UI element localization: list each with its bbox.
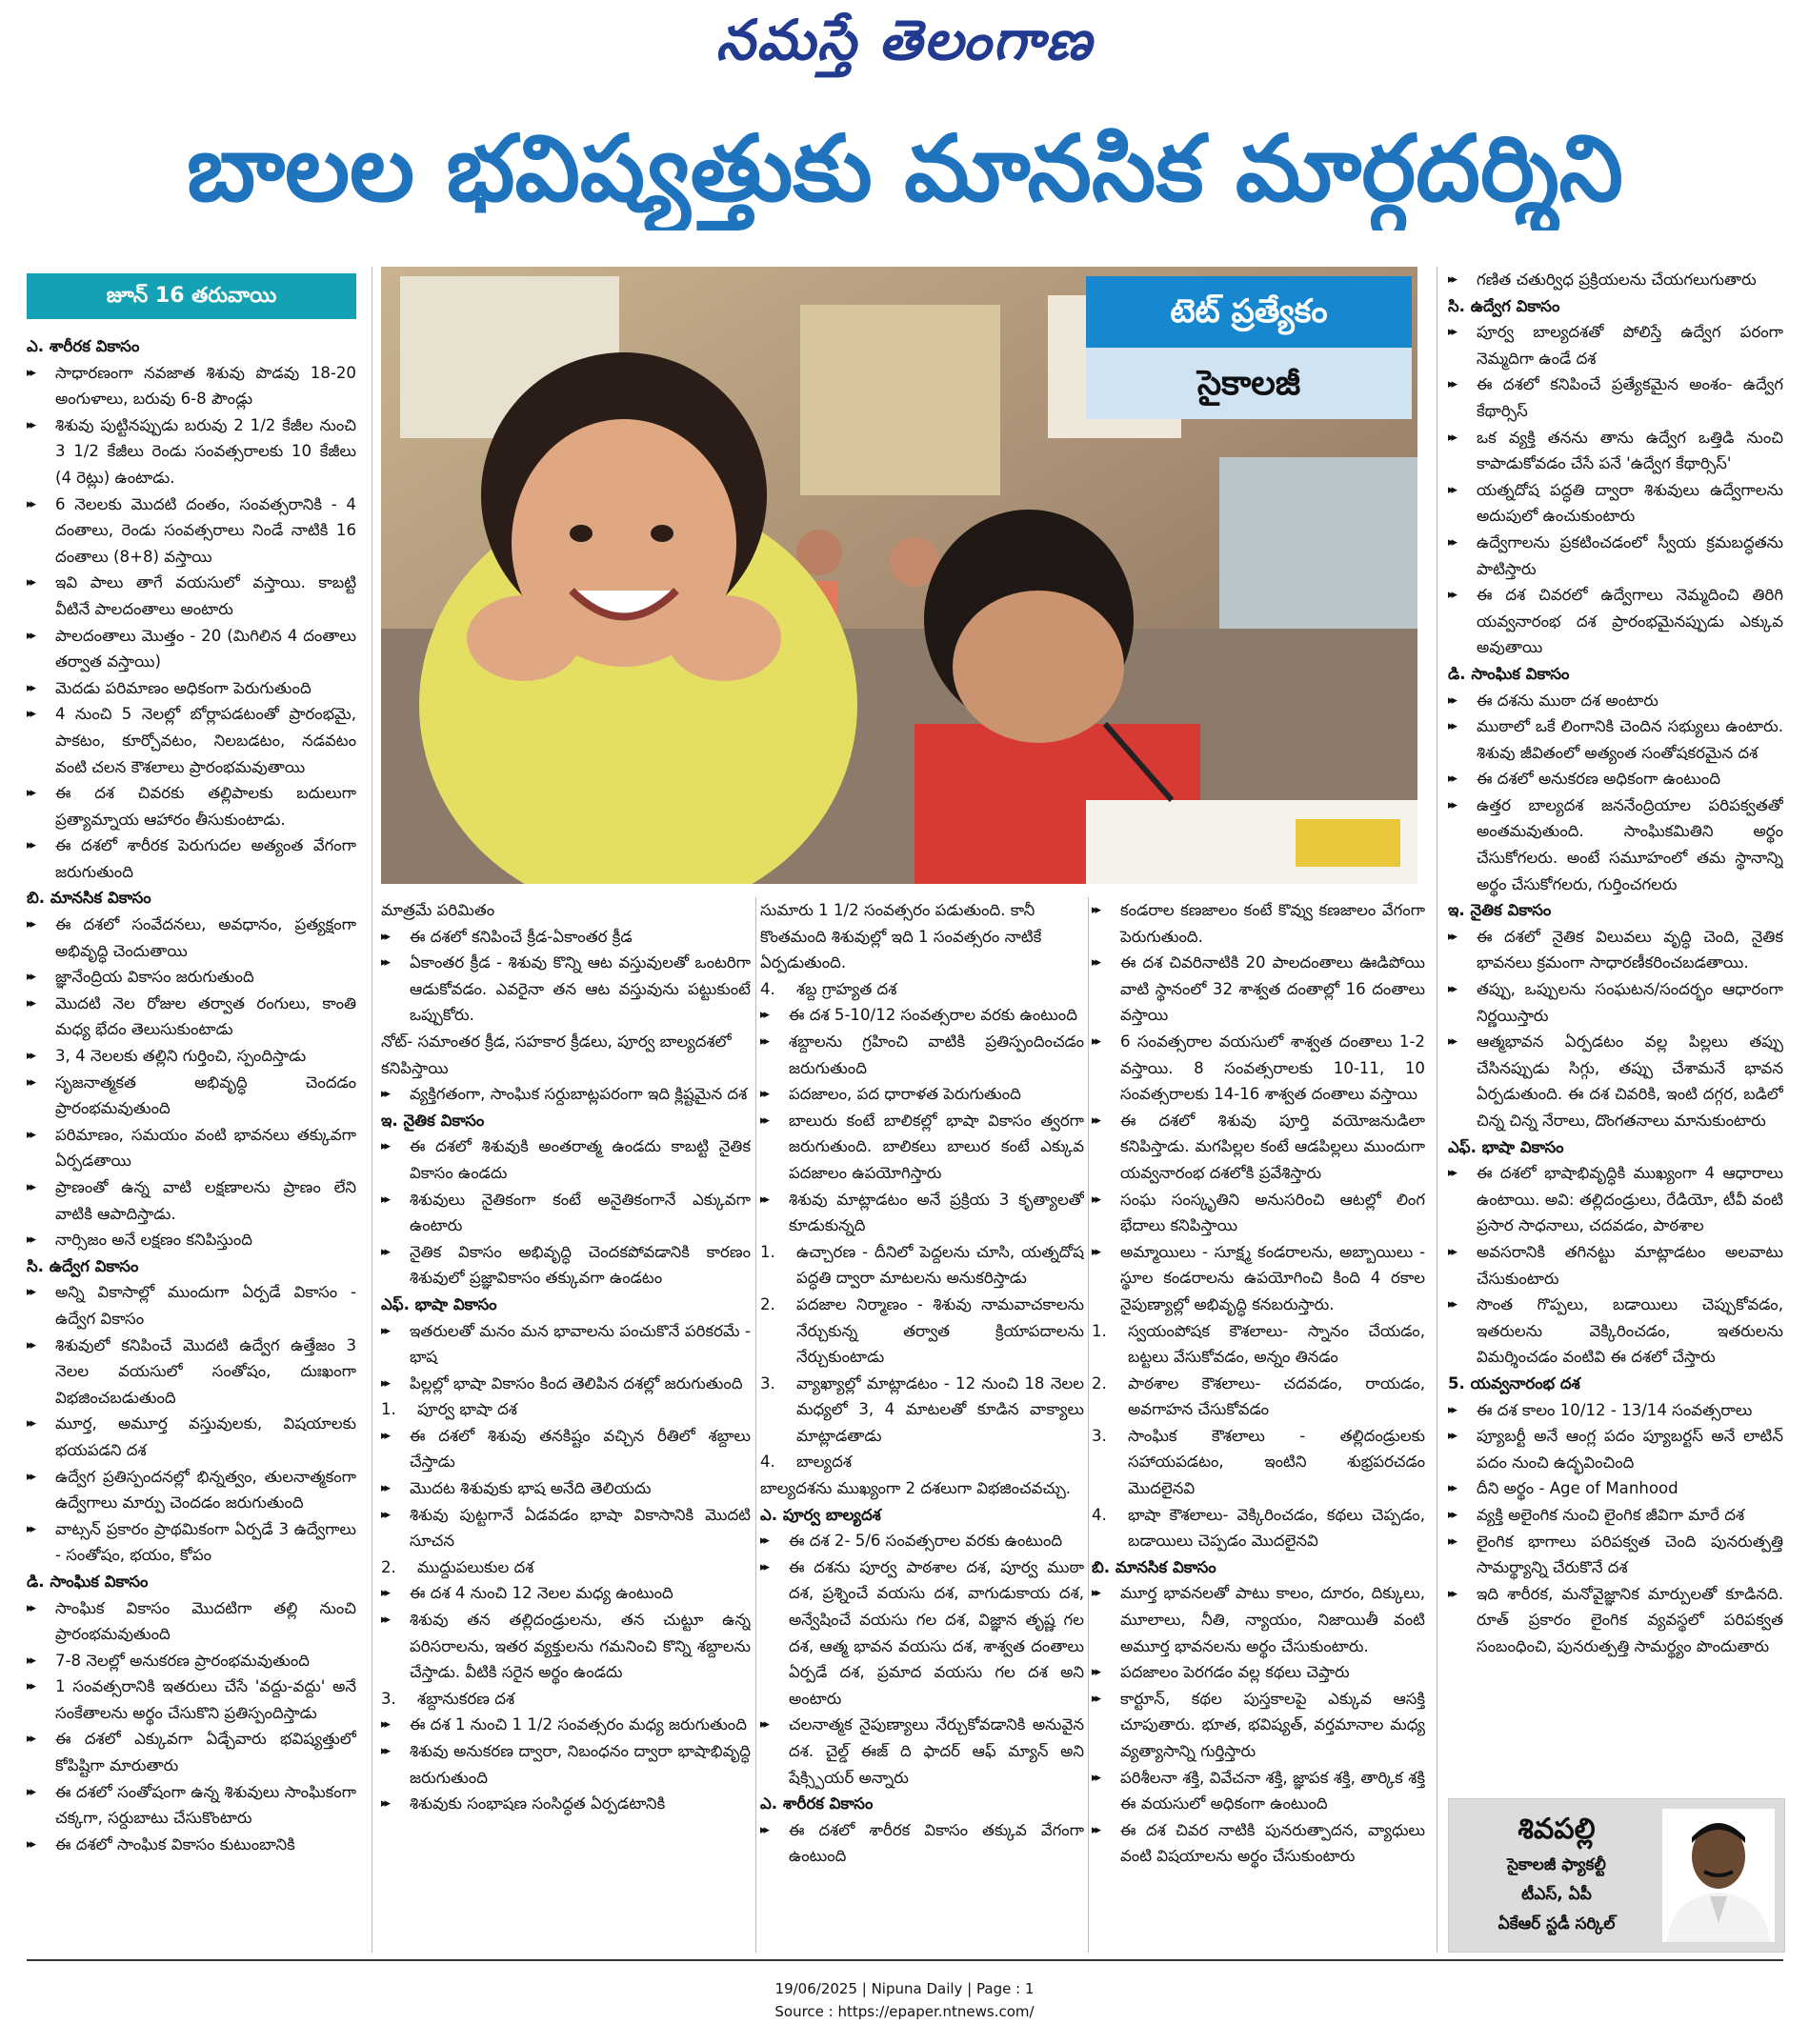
bullet-item: ▸▸ పదజాలం పెరగడం వల్ల కథలు చెప్తారు (1092, 1659, 1425, 1686)
bullet-item: ▸▸ బాలురు కంటే బాలికల్లో భాషా వికాసం త్వరగా జరుగుతుంది. బాలికలు బాలుర కంటే ఎక్కువ పదజాలం ఉపయోగిస్తారు (760, 1108, 1084, 1187)
item-text: ఉచ్చారణ - దీనిలో పెద్దలను చూసి, యత్నదోష పద్ధతి ద్వారా మాటలను అనుకరిస్తాడు (796, 1242, 1084, 1288)
numbered-item (1092, 1318, 1425, 1371)
headline: బాలల భవిష్యత్తుకు మానసిక మార్గదర్శిని (187, 115, 1623, 222)
bullet-item: ▸▸ దీని అర్థం - Age of Manhood (1448, 1475, 1783, 1502)
paragraph: బాల్యదశను ముఖ్యంగా 2 దశలుగా విభజించవచ్చు. (760, 1479, 1072, 1498)
bullet-item: ▸▸ శిశువులో కనిపించే మొదటి ఉద్వేగ ఉత్తేజం 3 నెలల వయసులో సంతోషం, దుఃఖంగా విభజించబడుతుంది (27, 1333, 356, 1412)
paragraph: సుమారు 1 1/2 సంవత్సరం పడుతుంది. కానీ కొంతమంది శిశువుల్లో ఇది 1 సంవత్సరం నాటికే ఏర్పడుతుంది. (760, 901, 1042, 972)
bullet-item: ▸▸ ఏకాంతర క్రీడ - శిశువు కొన్ని ఆట వస్తువులతో ఒంటరిగా ఆడుకోవడం. ఎవరైనా తన ఆట వస్తువును పట్టుకుంటే ఒప్పుకోరు. (381, 950, 751, 1029)
bullet-item: ▸▸ ఈ దశ చివరకు తల్లిపాలకు బదులుగా ప్రత్యామ్నాయ ఆహారం తీసుకుంటాడు. (27, 780, 356, 832)
item-text: సాంఘిక కౌశలాలు - తల్లిదండ్రులకు సహాయపడటం, ఇంటిని శుభ్రపరచడం మొదలైనవి (1128, 1426, 1425, 1498)
item-number: 3. (381, 1689, 396, 1708)
item-text: పదజాల నిర్మాణం - శిశువు నామవాచకాలను నేర్చుకున్న తర్వాత క్రియాపదాలను నేర్చుకుంటాడు (796, 1294, 1084, 1367)
bullet-item: ▸▸ ఈ దశలో సాంఘిక వికాసం కుటుంబానికి (27, 1832, 356, 1858)
bullet-item: ▸▸ ఈ దశలో అనుకరణ అధికంగా ఉంటుంది (1448, 766, 1783, 792)
bullet-item: ▸▸ ఈ దశ 4 నుంచి 12 నెలల మధ్య ఉంటుంది (381, 1580, 751, 1607)
masthead-logo: నమస్తే తెలంగాణ (715, 8, 1094, 72)
bullet-item: ▸▸ మొదట శిశువుకు భాష అనేది తెలియదు (381, 1475, 751, 1502)
item-number: 2. (381, 1557, 396, 1576)
bullet-item: ▸▸ ఈ దశ కాలం 10/12 - 13/14 సంవత్సరాలు (1448, 1397, 1783, 1424)
badge-bottom: సైకాలజీ (1086, 348, 1412, 419)
section-heading: ఇ. నైతిక వికాసం (381, 1111, 485, 1130)
column-4 (1092, 897, 1425, 1954)
bullet-item: ▸▸ పరిశీలనా శక్తి, వివేచనా శక్తి, జ్ఞాపక శక్తి, తార్కిక శక్తి ఈ వయసులో అధికంగా ఉంటుంది (1092, 1765, 1425, 1817)
bullet-item: ▸▸ పిల్లల్లో భాషా వికాసం కింద తెలిపిన దశల్లో జరుగుతుంది (381, 1371, 751, 1397)
numbered-item (760, 1292, 1084, 1371)
bullet-item: ▸▸ 4 నుంచి 5 నెలల్లో బోర్లాపడటంతో ప్రారంభమై, పాకటం, కూర్చోవటం, నిలబడటం, నడవటం వంటి చలన కౌశలాలు ప్రారంభమవుతాయి (27, 701, 356, 780)
bullet-item: ▸▸ ఈ దశలో భాషాభివృద్ధికి ముఖ్యంగా 4 ఆధారాలు ఉంటాయి. అవి: తల్లిదండ్రులు, రేడియో, టీవీ వంటి ప్రసార సాధనాలు, చదవడం, పాఠశాల (1448, 1160, 1783, 1239)
bullet-item: ▸▸ వ్యక్తిగతంగా, సాంఘిక సర్దుబాట్లపరంగా ఇది క్లిష్టమైన దశ (381, 1081, 751, 1108)
item-number: 4. (760, 979, 775, 998)
bullet-item: ▸▸ మూర్త, అమూర్త వస్తువులకు, విషయాలకు భయపడని దశ (27, 1411, 356, 1463)
bullet-item: ▸▸ సాధారణంగా నవజాత శిశువు పొడవు 18-20 అంగుళాలు, బరువు 6-8 పౌండ్లు (27, 360, 356, 412)
bullet-item: ▸▸ కండరాల కణజాలం కంటే కొవ్వు కణజాలం వేగంగా పెరుగుతుంది. (1092, 897, 1425, 950)
bullet-item: ▸▸ శిశువుకు సంభాషణ సంసిద్ధత ఏర్పడటానికి (381, 1791, 751, 1817)
author-box (1448, 1798, 1785, 1953)
bullet-item: ▸▸ ఈ దశను పూర్వ పాఠశాల దశ, పూర్వ ముఠా దశ, ప్రశ్నించే వయసు దశ, వాగుడుకాయ దశ, అన్వేషించే వయసు గల దశ, విజ్ఞాన తృష్ణ గల దశ, ఆత్మ భావన వయసు దశ, శాశ్వత దంతాలు ఏర్పడే దశ, ప్రమాద వయసు గల దశ అని అంటారు (760, 1554, 1084, 1713)
section-heading: సి. ఉద్వేగ వికాసం (1448, 296, 1560, 315)
item-text: పాఠశాల కౌశలాలు- చదవడం, రాయడం, అవగాహన చేసుకోవడం (1128, 1373, 1425, 1419)
column-divider (755, 897, 756, 1953)
item-number: 4. (760, 1453, 775, 1472)
author-org: టీఎస్, ఏపీ (1521, 1885, 1592, 1904)
bullet-item: ▸▸ ఉద్వేగ ప్రతిస్పందనల్లో భిన్నత్వం, తులనాత్మకంగా ఉద్వేగాలు మార్పు చెందడం జరుగుతుంది (27, 1464, 356, 1516)
numbered-item (1092, 1371, 1425, 1423)
section-heading: ఎఫ్. భాషా వికాసం (1448, 1137, 1564, 1156)
bullet-item: ▸▸ ఒక వ్యక్తి తనను తాను ఉద్వేగ ఒత్తిడి నుంచి కాపాడుకోవడం చేసే పనే 'ఉద్వేగ కేథార్సిస్' (1448, 425, 1783, 477)
bullet-item: ▸▸ సంఘ సంస్కృతిని అనుసరించి ఆటల్లో లింగ భేదాలు కనిపిస్తాయి (1092, 1187, 1425, 1239)
bullet-item: ▸▸ ప్యూబర్టీ అనే ఆంగ్ల పదం ప్యూబర్టస్ అనే లాటిన్ పదం నుంచి ఉద్భవించింది (1448, 1423, 1783, 1475)
paragraph: మాత్రమే పరిమితం (381, 901, 495, 919)
bullet-item: ▸▸ పదజాలం, పద ధారాళత పెరుగుతుంది (760, 1081, 1084, 1108)
column-divider (1088, 897, 1089, 1953)
bullet-item: ▸▸ వ్యక్తి అలైంగిక నుంచి లైంగిక జీవిగా మారే దశ (1448, 1502, 1783, 1529)
bullet-item: ▸▸ ఈ దశ చివరలో ఉద్వేగాలు నెమ్మదించి తిరిగి యవ్వనారంభ దశ ప్రారంభమైనప్పుడు ఎక్కువ అవుతాయి (1448, 582, 1783, 661)
bullet-item: ▸▸ గణిత చతుర్విధ ప్రక్రియలను చేయగలుగుతారు (1448, 267, 1783, 293)
bullet-item: ▸▸ నైతిక వికాసం అభివృద్ధి చెందకపోవడానికి కారణం శిశువులో ప్రజ్ఞావికాసం తక్కువగా ఉండటం (381, 1239, 751, 1292)
item-number: 3. (1092, 1426, 1107, 1445)
item-number: 3. (760, 1373, 775, 1393)
section-heading: 5. యవ్వనారంభ దశ (1448, 1373, 1580, 1393)
bullet-item: ▸▸ లైంగిక భాగాలు పరిపక్వత చెంది పునరుత్పత్తి సామర్థ్యాన్ని చేరుకొనే దశ (1448, 1529, 1783, 1581)
bullet-item: ▸▸ మెదడు పరిమాణం అధికంగా పెరుగుతుంది (27, 675, 356, 702)
bullet-item: ▸▸ ఆత్మభావన ఏర్పడటం వల్ల పిల్లలు తప్పు చేసినప్పుడు సిగ్గు, తప్పు చేశామనే భావన ఏర్పడుతుంది. ఈ దశ చివరికి, ఇంటి దగ్గర, బడిలో చిన్న చిన్న నేరాలు, దొంగతనాలు మానుకుంటారు (1448, 1029, 1783, 1133)
bullet-item: ▸▸ ఇతరులతో మనం మన భావాలను పంచుకొనే పరికరమే - భాష (381, 1318, 751, 1371)
bullet-item: ▸▸ శిశువు మాట్లాడటం అనే ప్రక్రియ 3 కృత్యాలతో కూడుకున్నది (760, 1187, 1084, 1239)
bullet-item: ▸▸ శిశువు అనుకరణ ద్వారా, నిబంధనం ద్వారా భాషాభివృద్ధి జరుగుతుంది (381, 1738, 751, 1791)
bullet-item: ▸▸ సొంత గొప్పలు, బడాయిలు చెప్పుకోవడం, ఇతరులను వెక్కిరించడం, ఇతరులను విమర్శించడం వంటివి ఈ దశలో చేస్తారు (1448, 1292, 1783, 1371)
badge-top: టెట్ ప్రత్యేకం (1086, 276, 1412, 348)
bullet-item: ▸▸ ఈ దశలో సంవేదనలు, అవధానం, ప్రత్యక్షంగా అభివృద్ధి చెందుతాయి (27, 912, 356, 964)
bullet-item: ▸▸ ఈ దశ చివర నాటికి పునరుత్పాదన, వ్యాధులు వంటి విషయాలను అర్థం చేసుకుంటారు (1092, 1817, 1425, 1870)
bullet-item: ▸▸ వాట్సన్ ప్రకారం ప్రాథమికంగా ఏర్పడే 3 ఉద్వేగాలు - సంతోషం, భయం, కోపం (27, 1516, 356, 1569)
bullet-item: ▸▸ ఈ దశలో శారీరక వికాసం తక్కువ వేగంగా ఉంటుంది (760, 1817, 1084, 1870)
item-number: 2. (1092, 1373, 1107, 1393)
item-text: శబ్దానుకరణ దశ (417, 1689, 515, 1708)
footer (0, 1977, 1809, 2023)
bullet-item: ▸▸ ఈ దశలో శిశువుకి అంతరాత్మ ఉండదు కాబట్టి నైతిక వికాసం ఉండదు (381, 1133, 751, 1186)
bullet-item: ▸▸ 7-8 నెలల్లో అనుకరణ ప్రారంభమవుతుంది (27, 1648, 356, 1674)
numbered-item (760, 1239, 1084, 1292)
bullet-item: ▸▸ ఈ దశలో శిశువు పూర్తి వయోజనుడిలా కనిపిస్తాడు. మగపిల్లల కంటే ఆడపిల్లలు ముందుగా యవ్వనారంభ దశలోకి ప్రవేశిస్తారు (1092, 1108, 1425, 1187)
special-badge (1086, 276, 1412, 419)
bullet-item: ▸▸ ఇది శారీరక, మనోవైజ్ఞానిక మార్పులతో కూడినది. రూత్ ప్రకారం లైంగిక వ్యవస్థలో పరిపక్వత సంబంధించి, పునరుత్పత్తి సామర్థ్యం పొందుతారు (1448, 1581, 1783, 1660)
bullet-item: ▸▸ ఇవి పాలు తాగే వయసులో వస్తాయి. కాబట్టి వీటినే పాలదంతాలు అంటారు (27, 570, 356, 622)
section-heading: ఎఫ్. భాషా వికాసం (381, 1294, 497, 1313)
bullet-item: ▸▸ 3, 4 నెలలకు తల్లిని గుర్తించి, స్పందిస్తాడు (27, 1043, 356, 1070)
item-text: బాల్యదశ (796, 1453, 852, 1472)
bullet-item: ▸▸ జ్ఞానేంద్రియ వికాసం జరుగుతుంది (27, 964, 356, 991)
numbered-item (1092, 1423, 1425, 1502)
section-heading: బి. మానసిక వికాసం (27, 889, 151, 908)
item-text: శబ్ద గ్రాహ్యత దశ (796, 979, 897, 998)
bullet-item: ▸▸ ముఠాలో ఒకే లింగానికి చెందిన సభ్యులు ఉంటారు. శిశువు జీవితంలో అత్యంత సంతోషకరమైన దశ (1448, 713, 1783, 766)
bullet-item: ▸▸ ఈ దశలో కనిపించే క్రీడ-ఏకాంతర క్రీడ (381, 924, 751, 951)
bullet-item: ▸▸ యత్నదోష పద్ధతి ద్వారా శిశువులు ఉద్వేగాలను అదుపులో ఉంచుకుంటారు (1448, 477, 1783, 530)
bullet-item: ▸▸ ఈ దశను ముఠా దశ అంటారు (1448, 688, 1783, 714)
bullet-item: ▸▸ శిశువు పుట్టగానే ఏడవడం భాషా వికాసానికి మొదటి సూచన (381, 1502, 751, 1554)
bullet-item: ▸▸ శిశువులు నైతికంగా కంటే అనైతికంగానే ఎక్కువగా ఉంటారు (381, 1187, 751, 1239)
bullet-item: ▸▸ తప్పు, ఒప్పులను సంఘటన/సందర్భం ఆధారంగా నిర్ణయిస్తారు (1448, 976, 1783, 1029)
section-heading: డి. సాంఘిక వికాసం (27, 1572, 149, 1591)
bullet-item: ▸▸ చలనాత్మక నైపుణ్యాలు నేర్చుకోవడానికి అనువైన దశ. చైల్డ్ ఈజ్ ది ఫాదర్ ఆఫ్ మ్యాన్ అని షేక్స్పియర్ అన్నారు (760, 1712, 1084, 1791)
bullet-item: ▸▸ 1 సంవత్సరానికి ఇతరులు చేసే 'వద్దు-వద్దు' అనే సంకేతాలను అర్థం చేసుకొని ప్రతిస్పందిస్తాడు (27, 1673, 356, 1726)
column-2 (381, 897, 751, 1954)
bullet-item: ▸▸ సాంఘిక వికాసం మొదటిగా తల్లి నుంచి ప్రారంభమవుతుంది (27, 1595, 356, 1648)
numbered-item (381, 1686, 751, 1713)
item-text: భాషా కౌశలాలు- వెక్కిరించడం, కథలు చెప్పడం, బడాయిలు చెప్పడం మొదలైనవి (1128, 1505, 1425, 1551)
item-text: ముద్దుపలుకుల దశ (417, 1557, 534, 1576)
bullet-item: ▸▸ మొదటి నెల రోజుల తర్వాత రంగులు, కాంతి మధ్య భేదం తెలుసుకుంటాడు (27, 991, 356, 1043)
footer-date-line: 19/06/2025 | Nipuna Daily | Page : 1 (774, 1980, 1035, 1997)
bullet-item: ▸▸ శబ్దాలను గ్రహించి వాటికి ప్రతిస్పందించడం జరుగుతుంది (760, 1029, 1084, 1081)
section-heading: ఎ. పూర్వ బాల్యదశ (760, 1505, 881, 1524)
bullet-item: ▸▸ ఉద్వేగాలను ప్రకటించడంలో స్వీయ క్రమబద్ధతను పాటిస్తారు (1448, 530, 1783, 582)
bullet-item: ▸▸ ఈ దశలో సంతోషంగా ఉన్న శిశువులు సాంఘికంగా చక్కగా, సర్దుబాటు చేసుకొంటారు (27, 1779, 356, 1832)
author-name: శివపల్లి (1518, 1813, 1596, 1846)
bullet-item: ▸▸ ఉత్తర బాల్యదశ జననేంద్రియాల పరిపక్వతతో అంతమవుతుంది. సాంఘికమితిని అర్థం చేసుకోగలరు. అంటే సమూహంలో తమ స్థానాన్ని అర్థం చేసుకోగలరు, గుర్తించగలరు (1448, 792, 1783, 897)
item-text: స్వయంపోషక కౌశలాలు- స్నానం చేయడం, బట్టలు వేసుకోవడం, అన్నం తినడం (1128, 1321, 1425, 1367)
bullet-item: ▸▸ 6 నెలలకు మొదటి దంతం, సంవత్సరానికి - 4 దంతాలు, రెండు సంవత్సరాలు నిండే నాటికి 16 దంతాలు (8+8) వస్తాయి (27, 491, 356, 571)
bullet-item: ▸▸ నార్సిజం అనే లక్షణం కనిపిస్తుంది (27, 1227, 356, 1253)
bullet-item: ▸▸ మూర్త భావనలతో పాటు కాలం, దూరం, దిక్కులు, మూలాలు, నీతి, న్యాయం, నిజాయితీ వంటి అమూర్త భావనలను అర్థం చేసుకుంటారు. (1092, 1580, 1425, 1659)
item-number: 4. (1092, 1505, 1107, 1524)
bullet-item: ▸▸ సృజనాత్మకత అభివృద్ధి చెందడం ప్రారంభమవుతుంది (27, 1070, 356, 1122)
section-heading: ఎ. శారీరక వికాసం (27, 337, 140, 355)
bullet-item: ▸▸ ప్రాణంతో ఉన్న వాటి లక్షణాలను ప్రాణం లేని వాటికి ఆపాదిస్తాడు. (27, 1174, 356, 1227)
bullet-item: ▸▸ ఈ దశలో నైతిక విలువలు వృద్ధి చెంది, నైతిక భావనలు క్రమంగా సాధారణీకరించబడతాయి. (1448, 924, 1783, 976)
bullet-item: ▸▸ శిశువు పుట్టినప్పుడు బరువు 2 1/2 కేజీల నుంచి 3 1/2 కేజీలు రెండు సంవత్సరాలకు 10 కేజీలు (4 రెట్లు) ఉంటాడు. (27, 412, 356, 491)
bullet-item: ▸▸ 6 సంవత్సరాల వయసులో శాశ్వత దంతాలు 1-2 వస్తాయి. 8 సంవత్సరాలకు 10-11, 10 సంవత్సరాలకు 14-16 శాశ్వత దంతాలు వస్తాయి (1092, 1029, 1425, 1108)
footer-rule (27, 1959, 1783, 1961)
bullet-item: ▸▸ ఈ దశలో ఎక్కువగా ఏడ్చేవారు భవిష్యత్తులో కోపిష్టిగా మారుతారు (27, 1726, 356, 1778)
item-number: 2. (760, 1294, 775, 1313)
numbered-item (760, 1449, 1084, 1475)
bullet-item: ▸▸ ఈ దశలో కనిపించే ప్రత్యేకమైన అంశం- ఉద్వేగ కేథార్సిస్ (1448, 371, 1783, 424)
numbered-item (1092, 1502, 1425, 1554)
author-portrait-icon (1662, 1809, 1775, 1942)
numbered-item (760, 976, 1084, 1003)
bullet-item: ▸▸ ఈ దశ 2- 5/6 సంవత్సరాల వరకు ఉంటుంది (760, 1528, 1084, 1554)
section-heading: డి. సాంఘిక వికాసం (1448, 664, 1570, 683)
numbered-item (381, 1554, 751, 1581)
footer-source-line: Source : https://epaper.ntnews.com/ (774, 2003, 1035, 2020)
bullet-item: ▸▸ అవసరానికి తగినట్టు మాట్లాడటం అలవాటు చేసుకుంటారు (1448, 1239, 1783, 1292)
section-heading: ఎ. శారీరక వికాసం (760, 1794, 874, 1814)
numbered-item (760, 1371, 1084, 1450)
bullet-item: ▸▸ పరిమాణం, సమయం వంటి భావనలు తక్కువగా ఏర్పడతాయి (27, 1122, 356, 1174)
bullet-item: ▸▸ శిశువు తన తల్లిదండ్రులను, తన చుట్టూ ఉన్న పరిసరాలను, ఇతర వ్యక్తులను గమనించి కొన్ని శబ్దాలను చేస్తాడు. వీటికి సరైన అర్థం ఉండదు (381, 1607, 751, 1686)
author-institute: ఏకేఆర్ స్టడీ సర్కిల్ (1497, 1914, 1616, 1934)
section-tag: జూన్ 16 తరువాయి (27, 273, 356, 319)
numbered-item (381, 1396, 751, 1423)
section-heading: సి. ఉద్వేగ వికాసం (27, 1256, 139, 1275)
item-text: వ్యాఖ్యాల్లో మాట్లాడటం - 12 నుంచి 18 నెలల మధ్యలో 3, 4 మాటలతో కూడిన వాక్యాలు మాట్లాడతాడు (796, 1373, 1084, 1445)
bullet-item: ▸▸ కార్టూన్, కథల పుస్తకాలపై ఎక్కువ ఆసక్తి చూపుతారు. భూత, భవిష్యత్, వర్తమానాల మధ్య వ్యత్యాసాన్ని గుర్తిస్తారు (1092, 1686, 1425, 1765)
item-number: 1. (1092, 1321, 1107, 1340)
bullet-item: ▸▸ ఈ దశలో శిశువు తనకిష్టం వచ్చిన రీతిలో శబ్దాలు చేస్తాడు (381, 1423, 751, 1475)
item-number: 1. (760, 1242, 775, 1261)
column-1 (27, 333, 356, 1953)
bullet-item: ▸▸ అన్ని వికాసాల్లో ముందుగా ఏర్పడే వికాసం - ఉద్వేగ వికాసం (27, 1279, 356, 1332)
bullet-item: ▸▸ పూర్వ బాల్యదశతో పోలిస్తే ఉద్వేగ పరంగా నెమ్మదిగా ఉండే దశ (1448, 319, 1783, 371)
section-heading: బి. మానసిక వికాసం (1092, 1557, 1216, 1576)
item-text: పూర్వ భాషా దశ (417, 1400, 517, 1419)
column-5 (1448, 267, 1783, 1791)
paragraph: నోట్- సమాంతర క్రీడ, సహకార క్రీడలు, పూర్వ బాల్యదశలో కనిపిస్తాయి (381, 1032, 732, 1077)
bullet-item: ▸▸ పాలదంతాలు మొత్తం - 20 (మిగిలిన 4 దంతాలు తర్వాత వస్తాయి) (27, 623, 356, 675)
bullet-item: ▸▸ ఈ దశ 5-10/12 సంవత్సరాల వరకు ఉంటుంది (760, 1002, 1084, 1029)
bullet-item: ▸▸ ఈ దశ చివరినాటికి 20 పాలదంతాలు ఊడిపోయి వాటి స్థానంలో 32 శాశ్వత దంతాల్లో 16 దంతాలు వస్తాయి (1092, 950, 1425, 1029)
column-3 (760, 897, 1084, 1954)
author-role: సైకాలజీ ఫ్యాకల్టీ (1507, 1855, 1606, 1874)
item-number: 1. (381, 1400, 396, 1419)
bullet-item: ▸▸ ఈ దశ 1 నుంచి 1 1/2 సంవత్సరం మధ్య జరుగుతుంది (381, 1712, 751, 1738)
section-heading: ఇ. నైతిక వికాసం (1448, 901, 1552, 920)
bullet-item: ▸▸ అమ్మాయిలు - సూక్ష్మ కండరాలను, అబ్బాయిలు - స్థూల కండరాలను ఉపయోగించి కింది 4 రకాల నైపుణ్యాల్లో అభివృద్ధి కనబరుస్తారు. (1092, 1239, 1425, 1318)
bullet-item: ▸▸ ఈ దశలో శారీరక పెరుగుదల అత్యంత వేగంగా జరుగుతుంది (27, 832, 356, 885)
